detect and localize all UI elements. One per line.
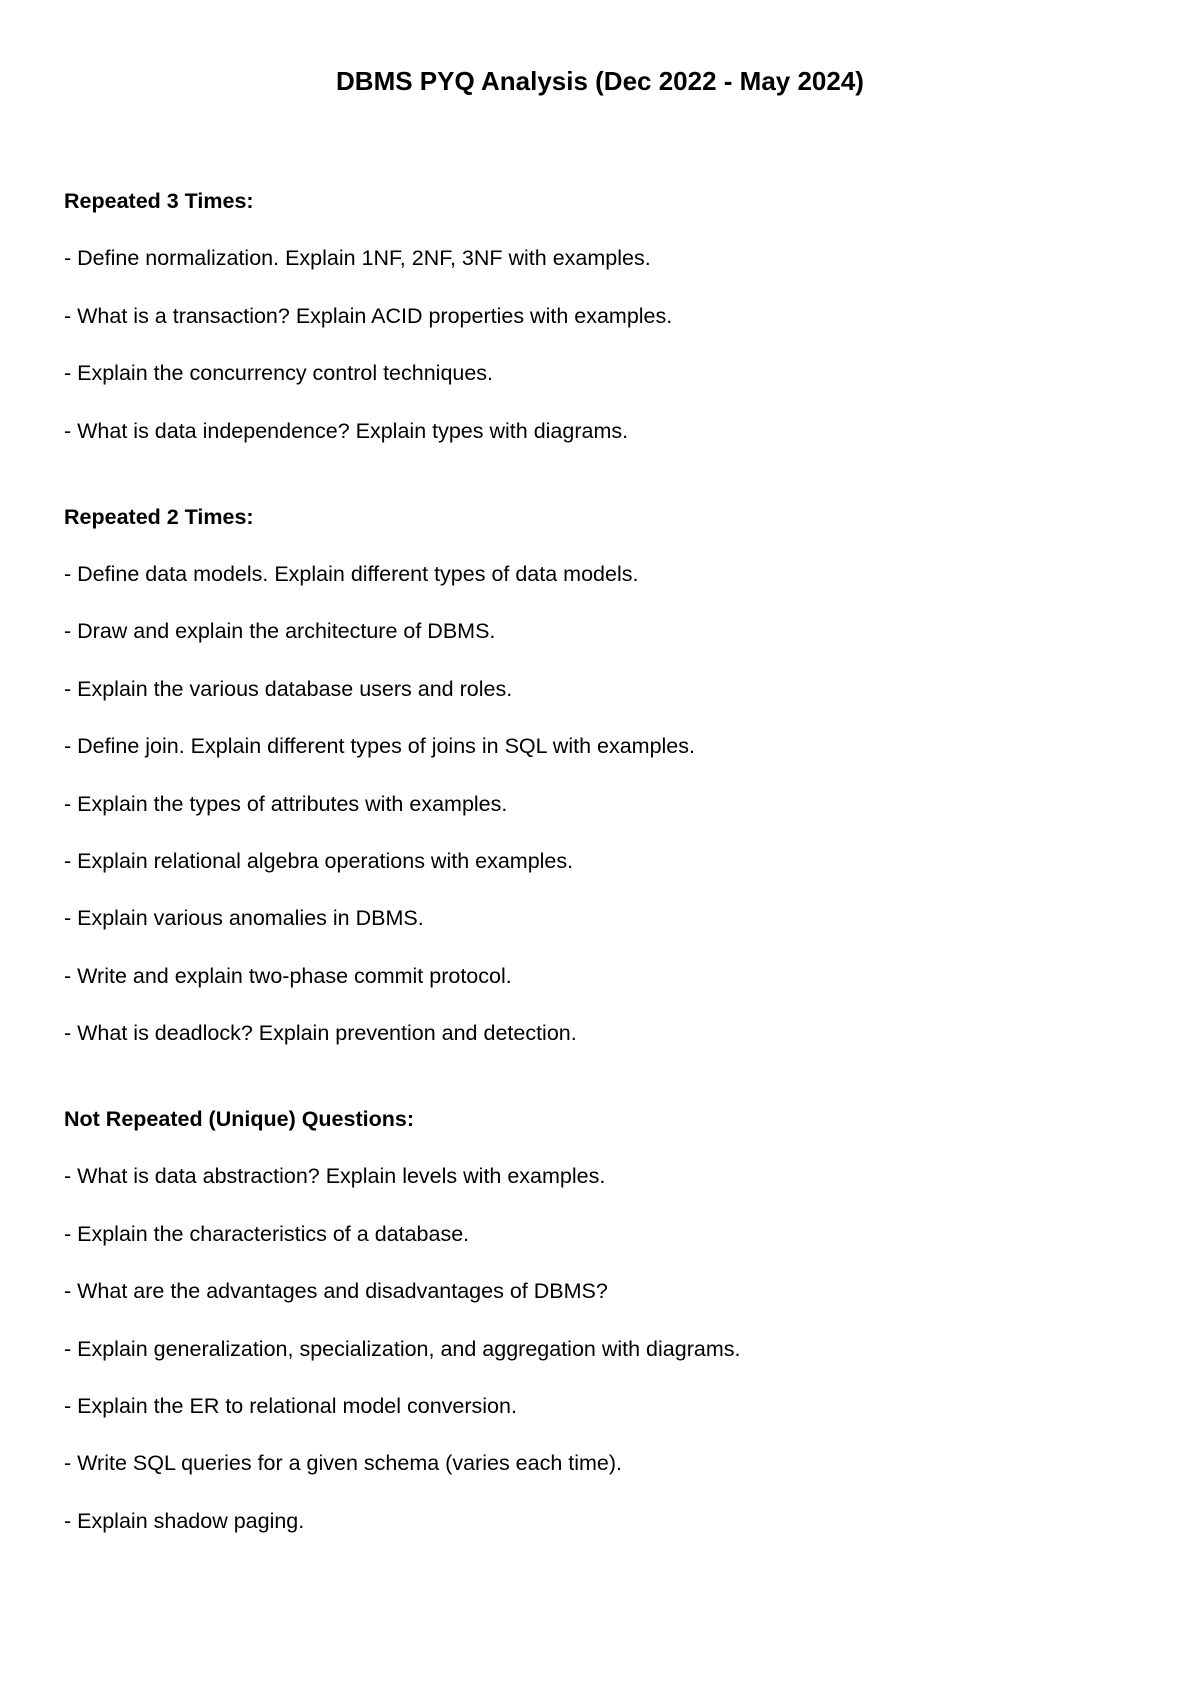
list-item: - Explain the types of attributes with examples.: [64, 791, 508, 816]
section-repeated-2-times: [64, 504, 1144, 1047]
section-heading: Not Repeated (Unique) Questions:: [64, 1107, 414, 1132]
section-heading: Repeated 3 Times:: [64, 189, 254, 213]
list-item: - Explain various anomalies in DBMS.: [64, 906, 424, 931]
section-heading: Repeated 2 Times:: [64, 504, 254, 529]
list-item: - What is deadlock? Explain prevention and detection.: [64, 1021, 577, 1046]
list-item: - Define join. Explain different types of joins in SQL with examples.: [64, 734, 695, 759]
question-list: [64, 561, 1144, 1046]
list-item: - Explain the concurrency control techniques.: [64, 361, 494, 386]
list-item: - What is data independence? Explain types with diagrams.: [64, 418, 629, 443]
list-item: - What are the advantages and disadvantages of DBMS?: [64, 1279, 608, 1304]
list-item: - Explain the characteristics of a database.: [64, 1221, 470, 1246]
document-body: [64, 188, 1144, 1534]
question-list: [64, 245, 1144, 443]
list-item: - What is data abstraction? Explain levels with examples.: [64, 1164, 606, 1189]
section-divider: [64, 444, 1144, 504]
list-item: - Explain generalization, specialization, and aggregation with diagrams.: [64, 1336, 741, 1361]
list-item: - Explain the various database users and roles.: [64, 676, 513, 701]
section-unique-questions: [64, 1106, 1144, 1534]
list-item: - Write and explain two-phase commit protocol.: [64, 963, 512, 988]
list-item: - Explain shadow paging.: [64, 1508, 305, 1533]
question-list: [64, 1163, 1144, 1533]
section-repeated-3-times: [64, 188, 1144, 444]
list-item: - Write SQL queries for a given schema (varies each time).: [64, 1451, 623, 1476]
list-item: - Draw and explain the architecture of DBMS.: [64, 619, 496, 644]
list-item: - Explain the ER to relational model conversion.: [64, 1394, 517, 1419]
list-item: - What is a transaction? Explain ACID properties with examples.: [64, 303, 673, 328]
list-item: - Define data models. Explain different types of data models.: [64, 561, 639, 586]
page-title: DBMS PYQ Analysis (Dec 2022 - May 2024): [336, 66, 864, 96]
section-divider: [64, 1046, 1144, 1106]
list-item: - Define normalization. Explain 1NF, 2NF, 3NF with examples.: [64, 246, 651, 271]
list-item: - Explain relational algebra operations with examples.: [64, 848, 574, 873]
